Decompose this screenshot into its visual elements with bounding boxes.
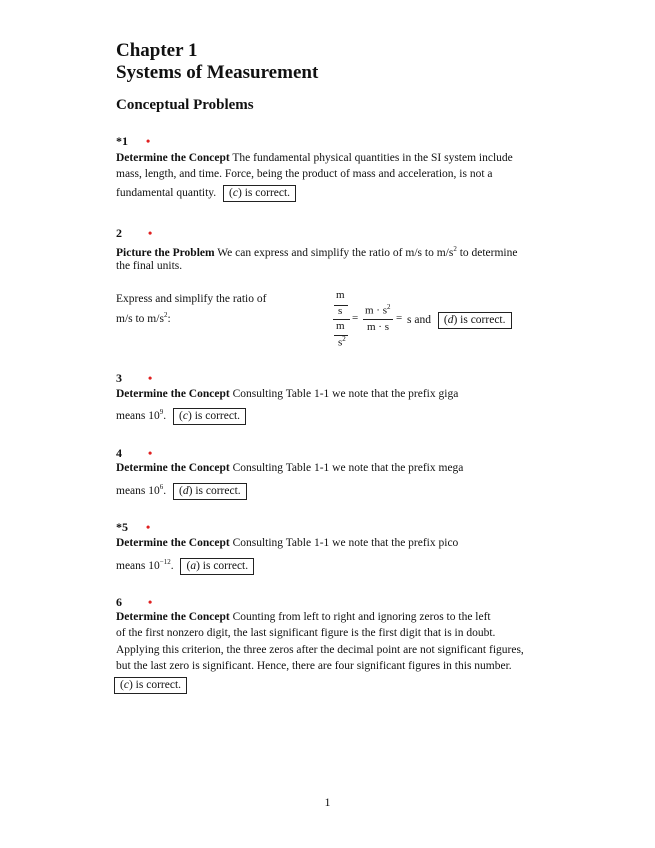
lead-text: Determine the Concept [116,388,230,400]
chapter-title: Systems of Measurement [116,62,319,83]
eq-equals-2: = [396,312,403,324]
answer-box: (c) is correct. [114,677,187,694]
problem-6-answer [114,677,187,694]
eq-den-top: m [336,320,345,332]
eq-num-top: m [336,289,345,301]
eq-mid-den: m · s [367,321,389,333]
problem-3-header [116,369,152,387]
problem-5-line-1: Determine the Concept Consulting Table 1-1 we note that the prefix pico [116,537,459,549]
problem-3-line-2: means $10^9$. (c) is correct. [116,404,246,425]
problem-number: *1 [116,134,128,148]
problem-3-line-1: Determine the Concept Consulting Table 1-1 we note that the prefix giga [116,388,459,400]
problem-number: 2 [116,226,122,240]
problem-2-left-text-2: m/s to $m/s^2$: [116,311,171,325]
answer-box: (c) is correct. [223,185,296,202]
page-number: 1 [324,795,331,809]
problem-number: 3 [116,371,122,385]
problem-5-header [116,518,150,536]
problem-2-left-text-1: Express and simplify the ratio of [116,293,267,305]
lead-text: Determine the Concept [116,152,230,164]
eq-den-bottom: $s^2$ [338,335,346,349]
problem-1-header [116,132,150,150]
problem-2-line-1: Picture the Problem We can express and simplify the ratio of m/s to $m/s^2$ to determine [116,245,518,259]
problem-2-line-2: the final units. [116,260,183,272]
chapter-number: Chapter 1 [116,40,198,61]
eq-mid-num: $m \cdot s^2$ [365,303,391,317]
problem-1-line-3 [116,185,296,202]
difficulty-dot-icon: • [146,134,151,148]
problem-1-line-2: mass, length, and time. Force, being the product of mass and acceleration, is not a [116,168,493,180]
answer-box: (d) is correct. [438,312,512,329]
body-text: fundamental quantity. [116,187,217,199]
difficulty-dot-icon: • [148,226,153,240]
problem-number: 6 [116,595,122,609]
answer-box: (c) is correct. [173,408,246,425]
problem-2-header [116,224,152,242]
problem-number: 4 [116,446,122,460]
problem-5-line-2: means $10^{-12}$. (a) is correct. [116,554,254,575]
problem-4-line-1: Determine the Concept Consulting Table 1-1 we note that the prefix mega [116,462,464,474]
lead-text: Determine the Concept [116,537,230,549]
problem-6-line-2: of the first nonzero digit, the last significant figure is the first digit that is in doubt. [116,627,496,639]
section-title: Conceptual Problems [116,97,254,113]
problem-number: *5 [116,520,128,534]
eq-result: s and (d) is correct. [407,312,512,329]
difficulty-dot-icon: • [146,520,151,534]
answer-box: (d) is correct. [173,483,247,500]
difficulty-dot-icon: • [148,371,153,385]
eq-num-bottom: s [338,305,343,317]
eq-equals-1: = [352,312,359,324]
problem-6-line-4: but the last zero is significant. Hence, there are four significant figures in this number. [116,660,512,672]
answer-box: (a) is correct. [180,558,254,575]
lead-text: Picture the Problem [116,246,215,259]
lead-text: Determine the Concept [116,611,230,623]
lead-text: Determine the Concept [116,462,230,474]
problem-6-line-1: Determine the Concept Counting from left to right and ignoring zeros to the left [116,611,491,623]
problem-1-line-1 [116,150,513,166]
problem-6-line-3: Applying this criterion, the three zeros after the decimal point are not significant figures, [116,644,524,656]
chapter-heading [116,40,318,84]
difficulty-dot-icon: • [148,446,153,460]
eq-mid-fraction-bar [363,319,393,320]
difficulty-dot-icon: • [148,595,153,609]
problem-4-line-2: means $10^6$. (d) is correct. [116,479,247,500]
body-text: The fundamental physical quantities in the SI system include [232,152,513,164]
